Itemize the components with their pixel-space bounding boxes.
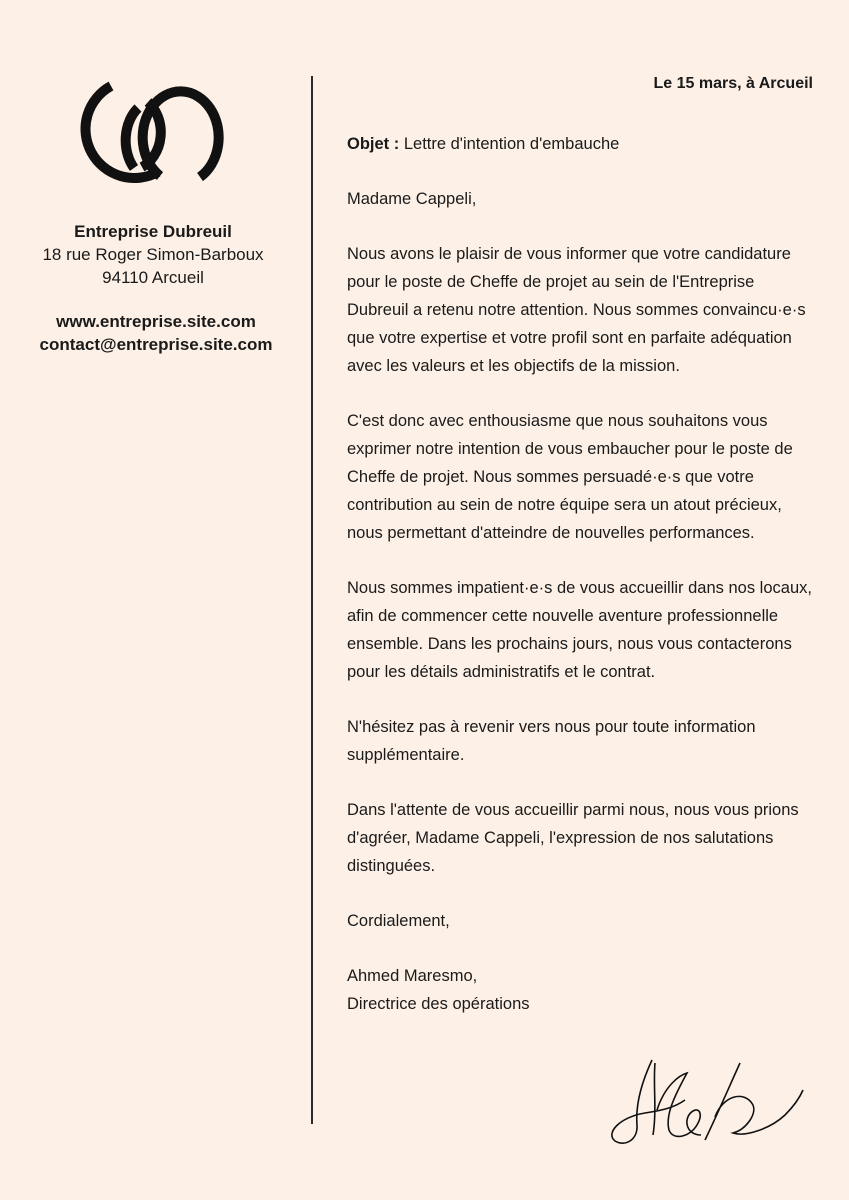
company-contact: [0, 310, 312, 356]
paragraph-5: Dans l'attente de vous accueillir parmi nous, nous vous prions d'agréer, Madame Cappeli, l'expression de nos salutations distinguées.: [347, 801, 799, 875]
paragraph-3: Nous sommes impatient·e·s de vous accueillir dans nos locaux, afin de commencer cette nouvelle aventure professionnelle ensemble. Dans les prochains jours, nous vous contacterons pour les détails administratifs et le contrat.: [347, 579, 812, 681]
closing: Cordialement,: [347, 912, 450, 930]
company-name: Entreprise Dubreuil: [74, 222, 232, 241]
handwritten-signature: [605, 1055, 810, 1150]
interlocking-rings-logo: [78, 72, 234, 188]
paragraph-4: N'hésitez pas à revenir vers nous pour toute information supplémentaire.: [347, 718, 756, 764]
signer-block: [347, 962, 817, 1018]
letter-date: Le 15 mars, à Arcueil: [653, 75, 813, 92]
letter-body: [347, 130, 817, 1018]
website-link[interactable]: www.entreprise.site.com: [56, 312, 256, 331]
signer-name: Ahmed Maresmo,: [347, 967, 478, 985]
company-address: [0, 220, 306, 289]
signer-title: Directrice des opérations: [347, 995, 530, 1013]
subject-text: Lettre d'intention d'embauche: [403, 135, 620, 153]
salutation: Madame Cappeli,: [347, 190, 477, 208]
paragraph-1: Nous avons le plaisir de vous informer que votre candidature pour le poste de Cheffe de projet au sein de l'Entreprise Dubreuil a retenu notre attention. Nous sommes convaincu·e·s que votre expertise et votre profil sont en parfaite adéquation avec les valeurs et les objectifs de la mission.: [347, 245, 806, 375]
address-line-2: 94110 Arcueil: [102, 268, 204, 287]
subject-label: Objet :: [347, 135, 400, 153]
subject-line: [347, 130, 817, 158]
email-link[interactable]: contact@entreprise.site.com: [39, 335, 273, 354]
paragraph-2: C'est donc avec enthousiasme que nous souhaitons vous exprimer notre intention de vous embaucher pour le poste de Cheffe de projet. Nous sommes persuadé·e·s que votre contribution au sein de notre équipe sera un atout précieux, nous permettant d'atteindre de nouvelles performances.: [347, 412, 793, 542]
vertical-divider: [311, 76, 313, 1124]
address-line-1: 18 rue Roger Simon-Barboux: [42, 245, 264, 264]
